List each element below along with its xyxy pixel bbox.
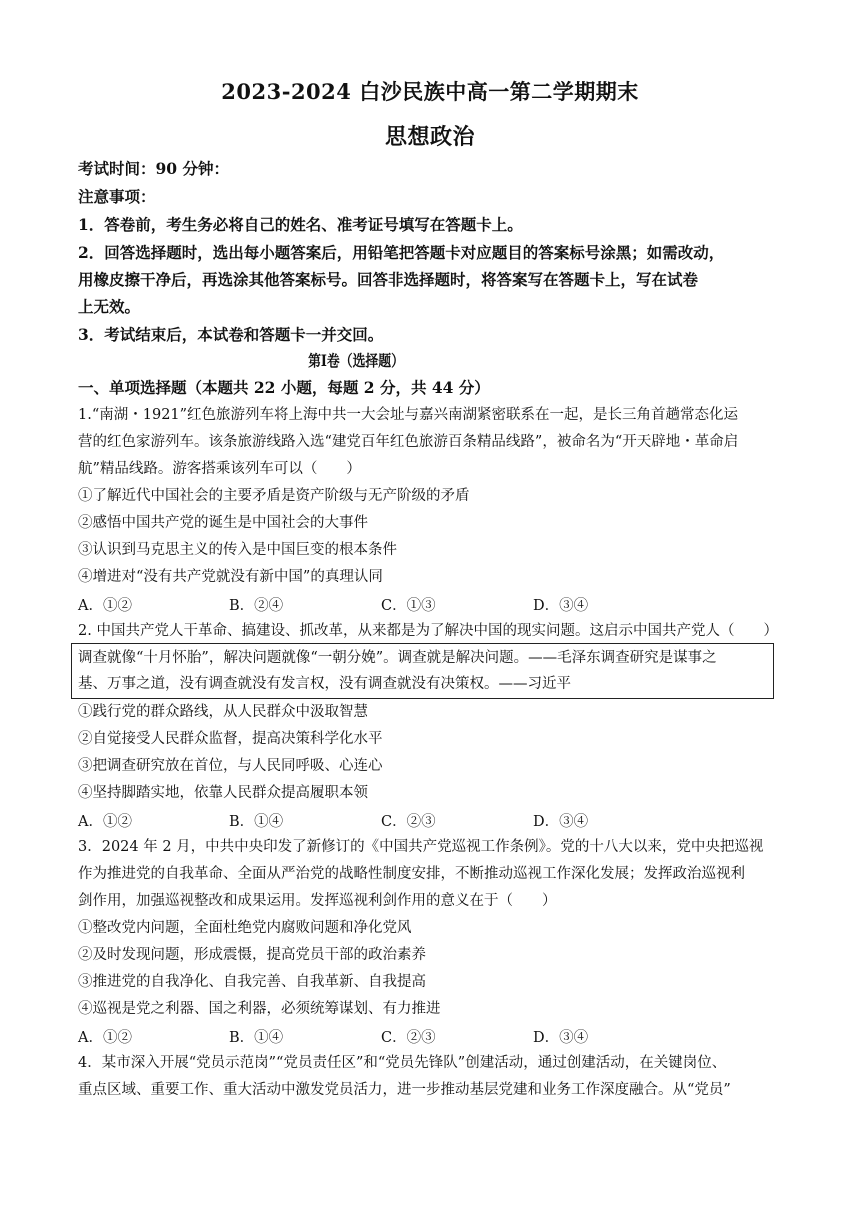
- option-b: B．②④: [229, 598, 284, 614]
- question-stem: 1.“南湖・1921”红色旅游列车将上海中共一大会址与嘉兴南湖紧密联系在一起，是长三角首趟常态化运: [78, 407, 739, 423]
- answer-statement: ②及时发现问题，形成震慑，提高党员干部的政治素养: [78, 947, 426, 963]
- notice-heading: 注意事项：: [78, 187, 156, 206]
- answer-statement: ②感悟中国共产党的诞生是中国社会的大事件: [78, 515, 368, 531]
- answer-statement: ④坚持脚踏实地，依靠人民群众提高履职本领: [78, 785, 368, 801]
- option-a: A．①②: [78, 1030, 132, 1046]
- volume-heading: 第Ⅰ卷（选择题）: [308, 351, 404, 370]
- option-d: D．③④: [533, 1030, 589, 1046]
- answer-statement: ②自觉接受人民群众监督，提高决策科学化水平: [78, 731, 383, 747]
- answer-statement: ①践行党的群众路线，从人民群众中汲取智慧: [78, 704, 368, 720]
- question-stem: 剑作用，加强巡视整改和成果运用。发挥巡视利剑作用的意义在于（ ）: [78, 893, 557, 909]
- section-heading: 一、单项选择题（本题共 22 小题，每题 2 分，共 44 分）: [78, 378, 490, 397]
- option-b: B．①④: [229, 814, 284, 830]
- question-stem: 4．某市深入开展“党员示范岗”“党员责任区”和“党员先锋队”创建活动，通过创建活动，在关键岗位、: [78, 1055, 727, 1071]
- exam-subject: 思想政治: [384, 124, 475, 150]
- option-b: B．①④: [229, 1030, 284, 1046]
- answer-statement: ①整改党内问题，全面杜绝党内腐败问题和净化党风: [78, 920, 412, 936]
- answer-statement: ①了解近代中国社会的主要矛盾是资产阶级与无产阶级的矛盾: [78, 488, 470, 504]
- notice-item: 2．回答选择题时，选出每小题答案后，用铅笔把答题卡对应题目的答案标号涂黑；如需改动，: [78, 243, 725, 262]
- answer-statement: ③推进党的自我净化、自我完善、自我革新、自我提高: [78, 974, 426, 990]
- question-stem: 2. 中国共产党人干革命、搞建设、抓改革，从来都是为了解决中国的现实问题。这启示中国共产党人（ ）: [78, 623, 778, 639]
- option-d: D．③④: [533, 598, 589, 614]
- option-d: D．③④: [533, 814, 589, 830]
- question-stem: 航”精品线路。游客搭乘该列车可以（ ）: [78, 461, 361, 477]
- notice-item: 上无效。: [78, 297, 141, 316]
- exam-time: 考试时间：90 分钟：: [78, 159, 229, 178]
- answer-statement: ④巡视是党之利器、国之利器，必须统筹谋划、有力推进: [78, 1001, 441, 1017]
- question-stem: 作为推进党的自我革命、全面从严治党的战略性制度安排，不断推动巡视工作深化发展；发挥政治巡视利: [78, 866, 745, 882]
- question-stem: 营的红色家游列车。该条旅游线路入选“建党百年红色旅游百条精品线路”，被命名为“开天辟地・革命启: [78, 434, 739, 450]
- question-stem: 重点区域、重要工作、重大活动中激发党员活力，进一步推动基层党建和业务工作深度融合。从“党员”: [78, 1082, 731, 1098]
- option-c: C．②③: [381, 814, 436, 830]
- option-c: C．②③: [381, 1030, 436, 1046]
- quote-line: 基、万事之道，没有调查就没有发言权，没有调查就没有决策权。——习近平: [78, 676, 571, 692]
- answer-statement: ③认识到马克思主义的传入是中国巨变的根本条件: [78, 542, 397, 558]
- question-stem: 3．2024 年 2 月，中共中央印发了新修订的《中国共产党巡视工作条例》。党的十八大以来，党中央把巡视: [78, 839, 764, 855]
- quote-line: 调查就像“十月怀胎”，解决问题就像“一朝分娩”。调查就是解决问题。——毛泽东调查研究是谋事之: [78, 650, 717, 666]
- answer-statement: ④增进对“没有共产党就没有新中国”的真理认同: [78, 569, 383, 585]
- notice-item: 3．考试结束后，本试卷和答题卡一并交回。: [78, 325, 384, 344]
- option-c: C．①③: [381, 598, 436, 614]
- option-a: A．①②: [78, 598, 132, 614]
- notice-item: 用橡皮擦干净后，再选涂其他答案标号。回答非选择题时，将答案写在答题卡上，写在试卷: [78, 270, 699, 289]
- exam-title: 2023-2024 白沙民族中高一第二学期期末: [221, 79, 639, 104]
- answer-statement: ③把调查研究放在首位，与人民同呼吸、心连心: [78, 758, 383, 774]
- notice-item: 1．答卷前，考生务必将自己的姓名、准考证号填写在答题卡上。: [78, 215, 523, 234]
- option-a: A．①②: [78, 814, 132, 830]
